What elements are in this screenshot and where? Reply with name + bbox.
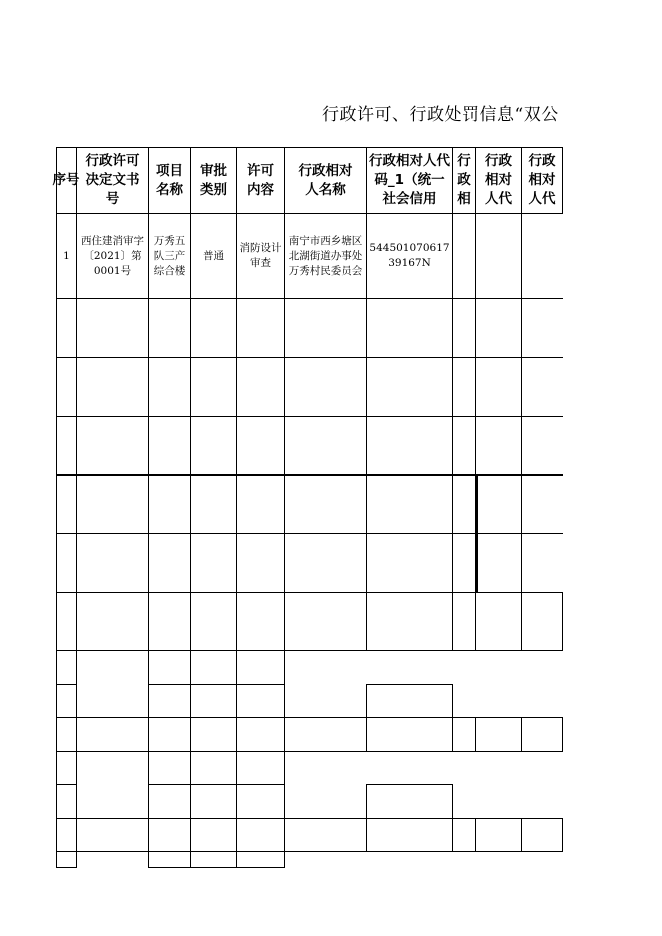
grid-line: [452, 684, 453, 751]
header-col8: 行政相: [457, 153, 471, 207]
row1-content: 消防设计审查: [239, 242, 282, 269]
grid-line: [56, 298, 563, 299]
grid-line: [148, 867, 285, 868]
grid-line: [56, 533, 563, 534]
header-category: 审批类别: [200, 162, 227, 198]
grid-line: [452, 784, 453, 851]
grid-line: [521, 818, 522, 851]
header-party-name: 行政相对人名称: [298, 162, 353, 198]
grid-line: [56, 851, 563, 852]
grid-line: [56, 684, 77, 685]
grid-line: [366, 784, 453, 785]
grid-line: [475, 717, 476, 751]
grid-line: [56, 592, 563, 593]
grid-line: [148, 784, 285, 785]
grid-line: [56, 416, 563, 417]
grid-line: [148, 684, 285, 685]
row1-party-name: 南宁市西乡塘区北湖街道办事处万秀村民委员会: [288, 234, 363, 277]
header-content: 许可内容: [247, 162, 274, 198]
grid-line: [56, 784, 77, 785]
row1-seq: 1: [63, 249, 70, 262]
header-doc-no: 行政许可决定文书号: [85, 153, 140, 207]
grid-line: [452, 147, 453, 651]
grid-line: [56, 818, 563, 819]
row1-category: 普通: [203, 249, 224, 262]
grid-line: [521, 147, 522, 651]
sheet-title: 行政许可、行政处罚信息“双公: [322, 105, 559, 125]
grid-line: [475, 818, 476, 851]
row1-credit-code: 54450107061739167N: [369, 242, 450, 269]
grid-line: [366, 684, 453, 685]
grid-line: [56, 474, 563, 476]
grid-line: [562, 818, 563, 851]
grid-line: [56, 357, 563, 358]
grid-line: [56, 751, 563, 752]
header-col9: 行政相对人代: [485, 153, 512, 207]
grid-line: [521, 717, 522, 751]
grid-line: [562, 147, 563, 213]
header-credit-code: 行政相对人代码_1（统一社会信用: [369, 153, 450, 207]
header-project: 项目名称: [156, 162, 183, 198]
grid-line: [476, 475, 478, 592]
row1-project: 万秀五队三产综合楼: [153, 234, 186, 277]
header-col10: 行政相对人代: [528, 153, 556, 207]
grid-line: [366, 784, 367, 851]
grid-line: [366, 684, 367, 751]
grid-line: [562, 592, 563, 651]
grid-line: [562, 717, 563, 751]
grid-line: [56, 650, 563, 651]
header-seq: 序号: [52, 172, 80, 188]
row1-doc-no: 西住建消审字〔2021〕第0001号: [81, 234, 144, 277]
grid-line: [56, 867, 77, 868]
grid-line: [56, 717, 563, 718]
